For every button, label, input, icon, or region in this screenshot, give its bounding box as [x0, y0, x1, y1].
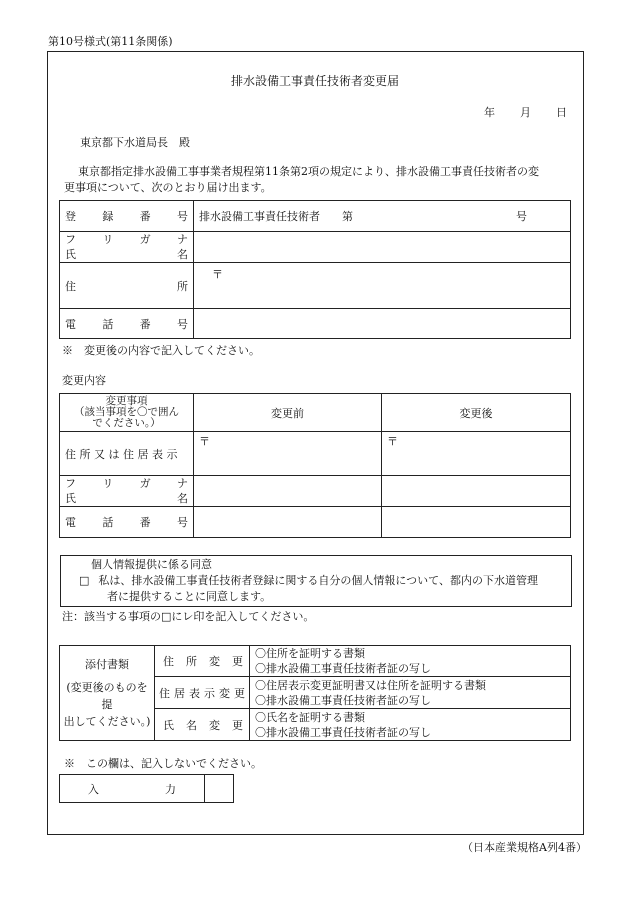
- changes-section-title: 変更内容: [62, 374, 106, 387]
- intro-line-2: 更事項について、次のとおり届け出ます。: [64, 181, 272, 194]
- input-box: [59, 774, 234, 803]
- reg-value-label: 排水設備工事責任技術者 第: [199, 210, 353, 223]
- change-item-header: 変更事項 （該当事項を〇で囲ん でください。）: [60, 394, 194, 432]
- note-after: ※ 変更後の内容で記入してください。: [62, 344, 260, 357]
- reg-value-cell[interactable]: [194, 201, 571, 232]
- row-address-label: 住所又は住居表示: [60, 432, 194, 476]
- after-header: 変更後: [382, 394, 571, 432]
- row-name-label: フ リ ガ ナ 氏 名: [60, 476, 194, 507]
- consent-title: 個人情報提供に係る同意: [91, 558, 212, 571]
- name-label: フ リ ガ ナ 氏 名: [60, 232, 194, 263]
- address-label: 住 所: [60, 263, 194, 309]
- row-phone-label: 電 話 番 号: [60, 507, 194, 538]
- postal-mark: 〒: [212, 268, 223, 281]
- input-label: 入 力: [60, 775, 205, 803]
- postal-mark: 〒: [387, 435, 398, 448]
- date-day: 日: [556, 106, 567, 119]
- name-before-cell[interactable]: [194, 476, 382, 507]
- address-after-cell[interactable]: [382, 432, 571, 476]
- attach-docs-address: 〇住所を証明する書類 〇排水設備工事責任技術者証の写し: [250, 646, 571, 677]
- intro-text: [64, 164, 576, 196]
- attach-docs-name: 〇氏名を証明する書類 〇排水設備工事責任技術者証の写し: [250, 709, 571, 741]
- intro-line-1: 東京都指定排水設備工事事業者規程第11条第2項の規定により、排水設備工事責任技術者の変: [78, 165, 539, 178]
- changes-table: [59, 393, 571, 538]
- page-title: 排水設備工事責任技術者変更届: [230, 74, 399, 88]
- reg-label: 登 録 番 号: [60, 201, 194, 232]
- attachments-table: [59, 645, 571, 741]
- phone-label: 電 話 番 号: [60, 309, 194, 339]
- address-input-cell[interactable]: [194, 263, 571, 309]
- attach-row-address: 住 所 変 更: [155, 646, 250, 677]
- name-after-cell[interactable]: [382, 476, 571, 507]
- input-check-cell[interactable]: [205, 775, 234, 803]
- phone-after-cell[interactable]: [382, 507, 571, 538]
- consent-text-1: 私は、排水設備工事責任技術者登録に関する自分の個人情報について、都内の下水道管理: [98, 574, 538, 587]
- addressee: 東京都下水道局長 殿: [80, 136, 190, 149]
- consent-note: 注：該当する事項の□にレ印を記入してください。: [62, 610, 315, 623]
- name-input-cell[interactable]: [194, 232, 571, 263]
- office-note: ※ この欄は、記入しないでください。: [64, 757, 262, 770]
- attach-docs-residence: 〇住居表示変更証明書又は住所を証明する書類 〇排水設備工事責任技術者証の写し: [250, 677, 571, 709]
- applicant-table: [59, 200, 571, 339]
- date-year: 年: [484, 106, 495, 119]
- consent-box: [60, 555, 572, 607]
- attach-row-name: 氏 名 変 更: [155, 709, 250, 741]
- consent-text-2: 者に提供することに同意します。: [107, 590, 272, 603]
- phone-before-cell[interactable]: [194, 507, 382, 538]
- consent-checkbox[interactable]: □: [79, 574, 90, 587]
- date-month: 月: [520, 106, 531, 119]
- reg-suffix: 号: [516, 210, 527, 223]
- address-before-cell[interactable]: [194, 432, 382, 476]
- form-label: 第10号様式(第11条関係): [48, 35, 173, 48]
- footer-note: （日本産業規格A列4番）: [462, 841, 587, 854]
- phone-input-cell[interactable]: [194, 309, 571, 339]
- postal-mark: 〒: [199, 435, 210, 448]
- before-header: 変更前: [194, 394, 382, 432]
- attach-label: 添付書類 (変更後のものを提 出してください。): [60, 646, 155, 741]
- attach-row-residence: 住 居 表 示 変 更: [155, 677, 250, 709]
